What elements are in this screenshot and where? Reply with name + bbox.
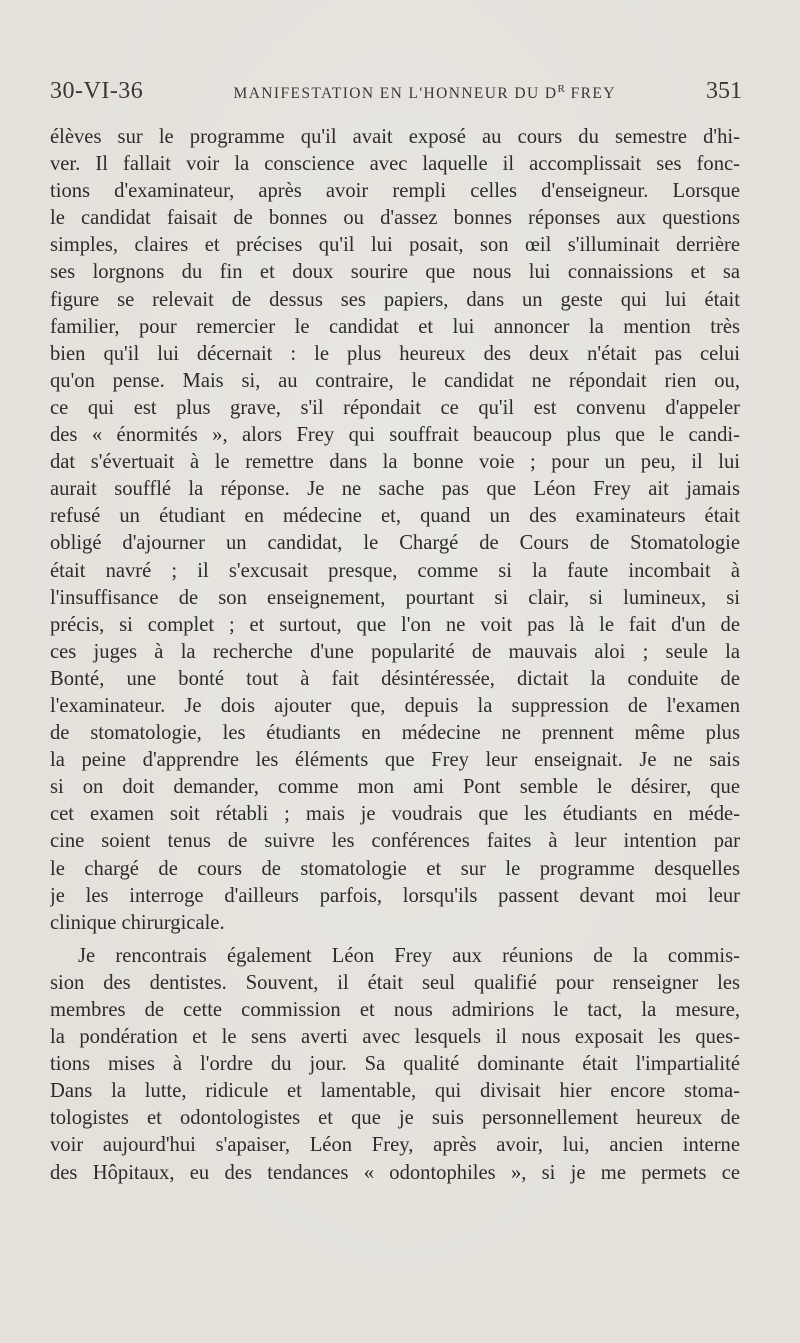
text-line: dat s'évertuait à le remettre dans la bonne voie ; pour un peu, il lui	[50, 451, 740, 474]
text-line: qu'on pense. Mais si, au contraire, le candidat ne répondait rien ou,	[50, 369, 740, 392]
text-line: ses lorgnons du fin et doux sourire que nous lui connaissions et sa	[50, 261, 740, 284]
text-line: obligé d'ajourner un candidat, le Chargé de Cours de Stomatologie	[50, 532, 740, 555]
text-line: ces juges à la recherche d'une popularité de mauvais aloi ; seule la	[50, 640, 740, 663]
text-line: sion des dentistes. Souvent, il était seul qualifié pour renseigner les	[50, 971, 740, 994]
text-line: des « énormités », alors Frey qui souffrait beaucoup plus que le candi-	[50, 424, 740, 447]
text-line: simples, claires et précises qu'il lui posait, son œil s'illuminait derrière	[50, 234, 740, 257]
body-text	[50, 124, 740, 1187]
text-line: Je rencontrais également Léon Frey aux réunions de la commis-	[78, 944, 740, 967]
text-line: cine soient tenus de suivre les conférences faites à leur intention par	[50, 830, 740, 853]
running-head-title-end: FREY	[565, 85, 616, 102]
running-head	[50, 78, 742, 110]
text-line: refusé un étudiant en médecine et, quand un des examinateurs était	[50, 505, 740, 528]
text-line: tions d'examinateur, après avoir rempli celles d'enseigneur. Lorsque	[50, 180, 740, 203]
text-line: bien qu'il lui décernait : le plus heureux des deux n'était pas celui	[50, 342, 740, 365]
page-number: 351	[706, 78, 742, 104]
text-line: Bonté, une bonté tout à fait désintéressée, dictait la conduite de	[50, 667, 740, 690]
text-line: familier, pour remercier le candidat et lui annoncer la mention très	[50, 315, 740, 338]
text-line: clinique chirurgicale.	[50, 911, 225, 934]
text-line: voir aujourd'hui s'apaiser, Léon Frey, après avoir, lui, ancien interne	[50, 1134, 740, 1157]
text-line: aurait soufflé la réponse. Je ne sache pas que Léon Frey ait jamais	[50, 478, 740, 501]
running-head-title-main: MANIFESTATION EN L'HONNEUR DU D	[233, 85, 558, 102]
text-line: tions mises à l'ordre du jour. Sa qualité dominante était l'impartialité	[50, 1053, 740, 1076]
text-line: figure se relevait de dessus ses papiers, dans un geste qui lui était	[50, 288, 740, 311]
text-line: précis, si complet ; et surtout, que l'on ne voit pas là le fait d'un de	[50, 613, 740, 636]
text-line: de stomatologie, les étudiants en médecine ne prennent même plus	[50, 722, 740, 745]
text-line: des Hôpitaux, eu des tendances « odontophiles », si je me permets ce	[50, 1161, 740, 1184]
text-line: était navré ; il s'excusait presque, comme si la faute incombait à	[50, 559, 740, 582]
text-line: élèves sur le programme qu'il avait exposé au cours du semestre d'hi-	[50, 126, 740, 148]
paragraph	[50, 124, 740, 937]
text-line: ce qui est plus grave, s'il répondait ce qu'il est convenu d'appeler	[50, 396, 740, 419]
running-head-title-superscript: R	[557, 82, 566, 95]
running-head-title	[234, 83, 616, 103]
text-line: l'insuffisance de son enseignement, pourtant si clair, si lumineux, si	[50, 586, 740, 609]
text-line: cet examen soit rétabli ; mais je voudrais que les étudiants en méde-	[50, 803, 740, 826]
text-line: si on doit demander, comme mon ami Pont semble le désirer, que	[50, 776, 740, 799]
text-line: le chargé de cours de stomatologie et sur le programme desquelles	[50, 857, 740, 880]
paragraph	[50, 943, 740, 1187]
text-line: tologistes et odontologistes et que je suis personnellement heureux de	[50, 1107, 740, 1130]
text-line: membres de cette commission et nous admirions le tact, la mesure,	[50, 999, 740, 1021]
text-line: le candidat faisait de bonnes ou d'assez bonnes réponses aux questions	[50, 207, 740, 230]
text-line: je les interroge d'ailleurs parfois, lorsqu'ils passent devant moi leur	[50, 884, 740, 907]
text-line: l'examinateur. Je dois ajouter que, depuis la suppression de l'examen	[50, 694, 740, 717]
text-line: la pondération et le sens averti avec lesquels il nous exposait les ques-	[50, 1026, 740, 1049]
text-line: ver. Il fallait voir la conscience avec laquelle il accomplissait ses fonc-	[50, 153, 740, 176]
text-line: Dans la lutte, ridicule et lamentable, qui divisait hier encore stoma-	[50, 1080, 740, 1103]
text-line: la peine d'apprendre les éléments que Frey leur enseignait. Je ne sais	[50, 749, 740, 772]
running-head-date: 30-VI-36	[50, 78, 144, 104]
